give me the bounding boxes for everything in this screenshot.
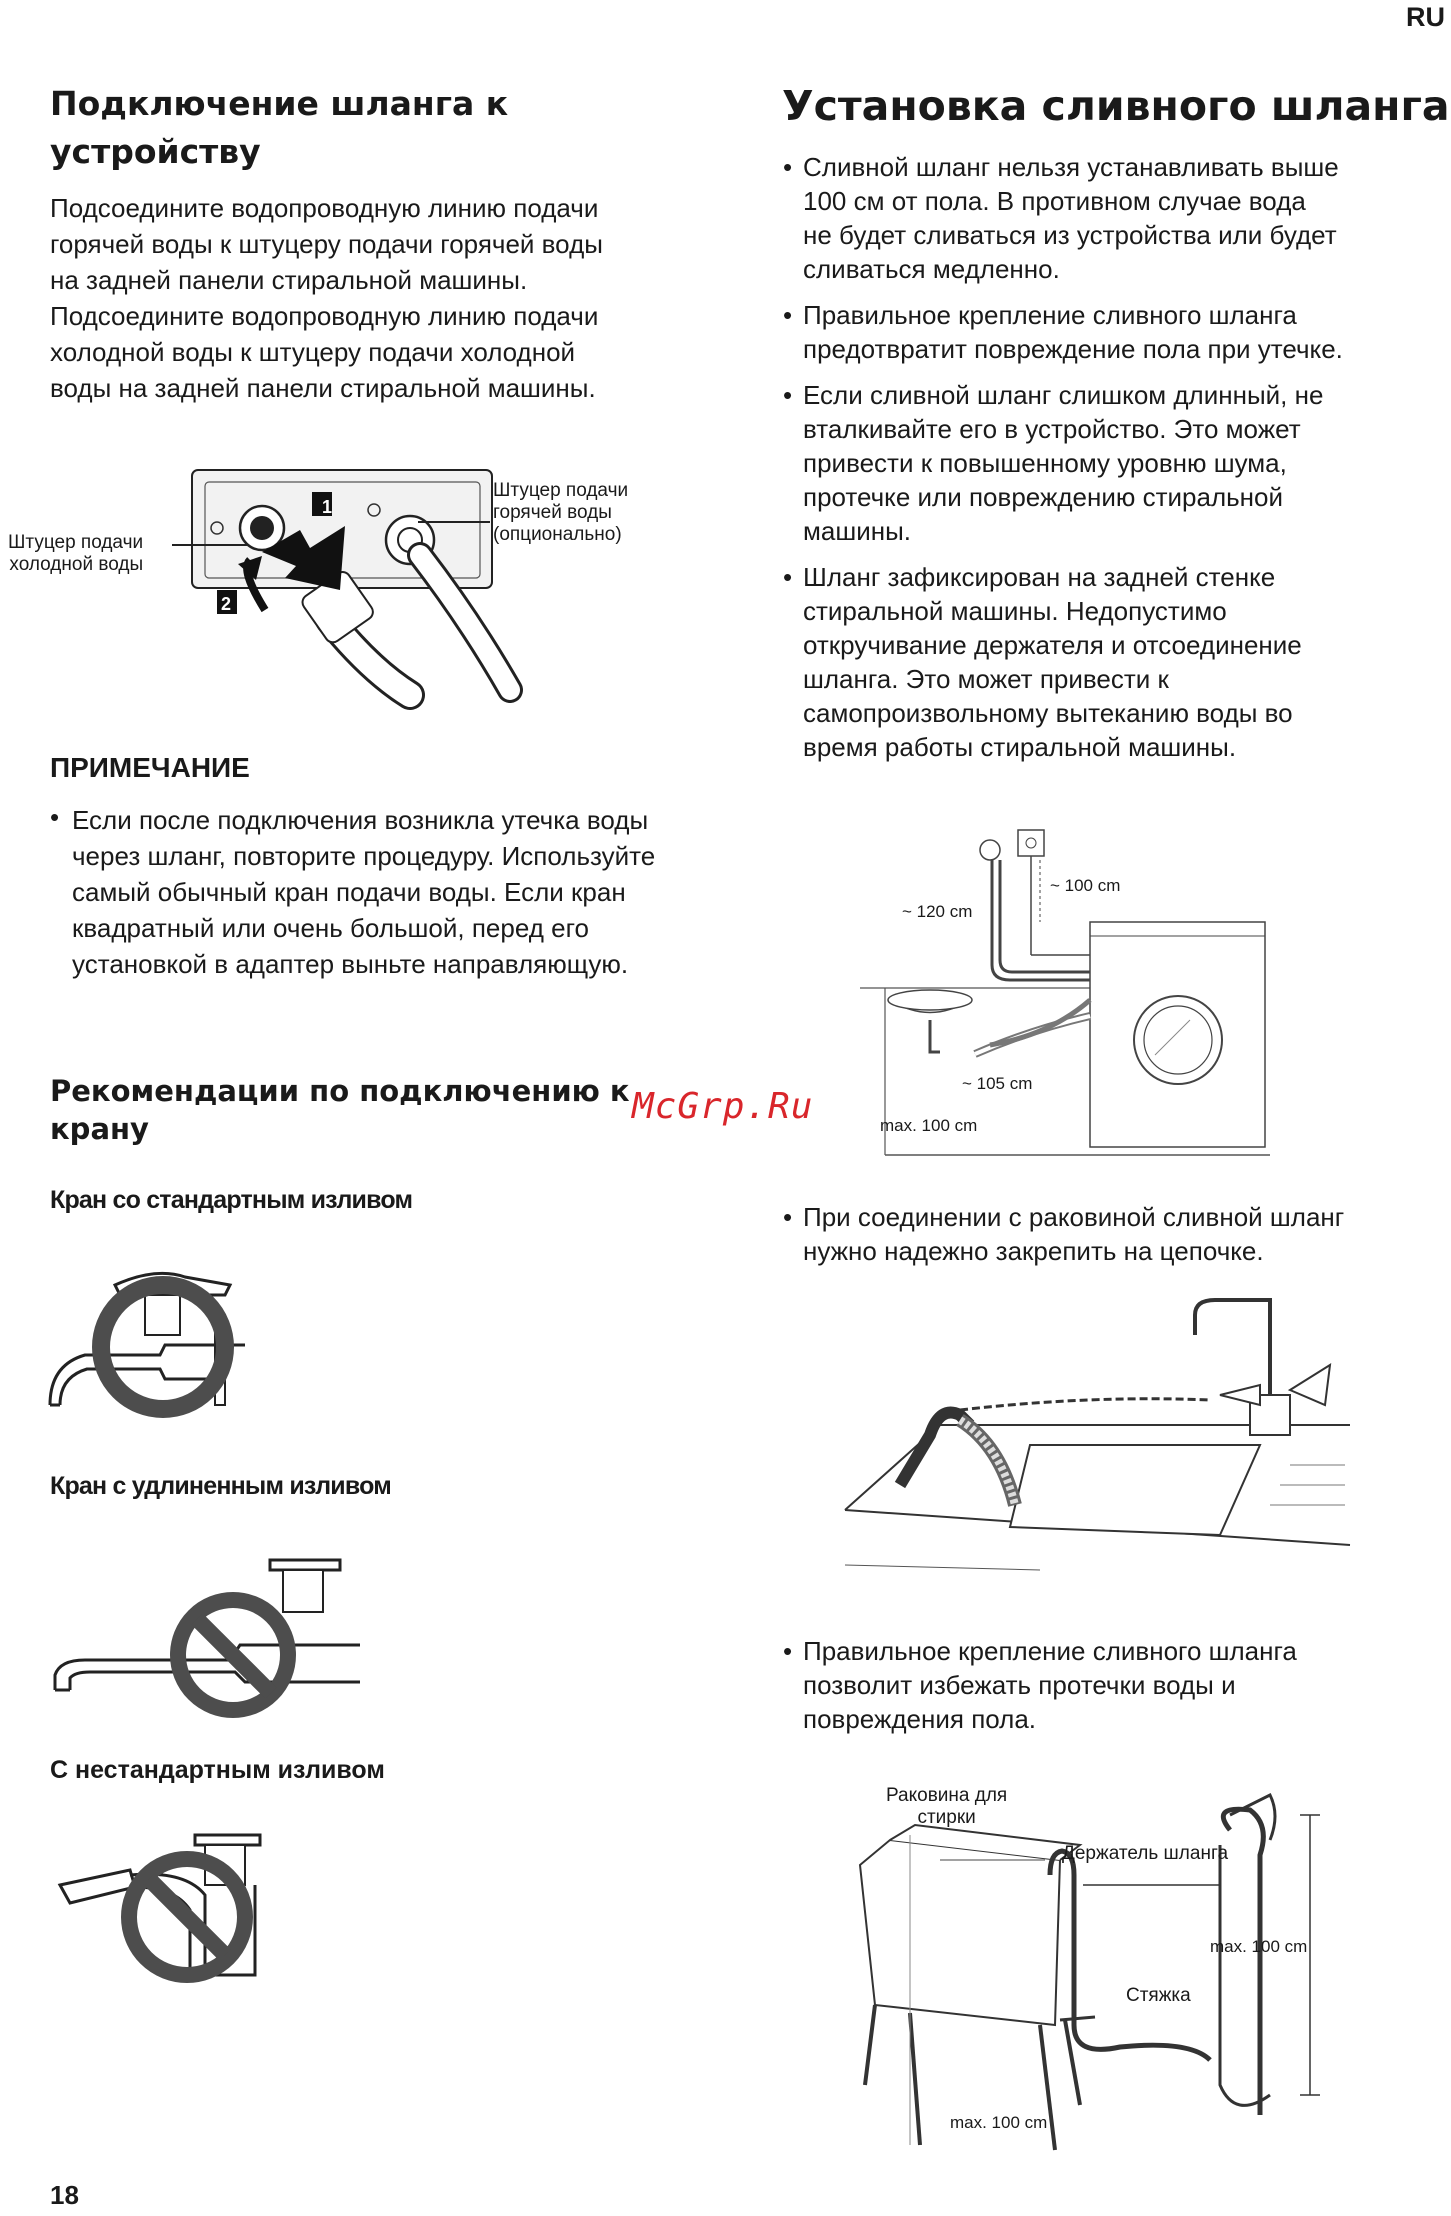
- bullet-line: • Правильное крепление сливного шланга: [803, 1636, 1297, 1666]
- bullet-line: • При соединении с раковиной сливной шланг: [803, 1202, 1345, 1232]
- step-2-badge: 2: [221, 594, 232, 614]
- sink-chain-illustration: [840, 1295, 1350, 1575]
- bullet-line: стиральной машины. Недопустимо: [803, 596, 1227, 626]
- bullet-item: [783, 1200, 1433, 1268]
- max-100cm-bottom-label: max. 100 cm: [950, 2113, 1048, 2132]
- text-line: воды на задней панели стиральной машины.: [50, 373, 596, 403]
- page-number: 18: [50, 2180, 79, 2210]
- bullet-line: нужно надежно закрепить на цепочке.: [803, 1236, 1264, 1266]
- laundry-tub-figure: [850, 1785, 1330, 2155]
- hose-connection-text: [50, 190, 690, 406]
- rec-title-line1: Рекомендации по подключению к: [50, 1074, 630, 1108]
- bullet-item: [783, 1634, 1433, 1736]
- tap-standard-title: Кран со стандартным изливом: [50, 1186, 413, 1214]
- note-line: установкой в адаптер выньте направляющую.: [72, 949, 629, 979]
- bullet-line: привести к повышенному уровню шума,: [803, 448, 1287, 478]
- max-100cm-right-label: max. 100 cm: [1210, 1937, 1308, 1956]
- label-line: Штуцер подачи: [493, 480, 629, 501]
- text-line: горячей воды к штуцеру подачи горячей воды: [50, 229, 603, 259]
- tap-recommendations-title: [50, 1072, 690, 1148]
- cold-water-label: [8, 532, 143, 576]
- hose-holder-label: Держатель шланга: [1062, 1843, 1229, 1864]
- drain-hose-title: Установка сливного шланга: [782, 82, 1450, 130]
- hose-connection-section: [50, 80, 690, 406]
- bullet-line: • Если сливной шланг слишком длинный, не: [803, 380, 1324, 410]
- chain-bullet: [783, 1200, 1433, 1280]
- label-100cm: ~ 100 cm: [1050, 876, 1121, 895]
- note-section: [50, 752, 730, 982]
- label-line: горячей воды: [493, 502, 612, 523]
- bullet-line: 100 см от пола. В противном случае вода: [803, 186, 1306, 216]
- text-line: Подсоедините водопроводную линию подачи: [50, 301, 599, 331]
- label-line: стирки: [917, 1807, 976, 1828]
- laundry-tub-illustration: [850, 1785, 1330, 2155]
- bullet-line: повреждения пола.: [803, 1704, 1037, 1734]
- bullet-line: • Шланг зафиксирован на задней стенке: [803, 562, 1276, 592]
- note-line: самый обычный кран подачи воды. Если кран: [72, 877, 626, 907]
- hot-water-label: [493, 480, 628, 546]
- bullet-line: не будет сливаться из устройства или будет: [803, 220, 1337, 250]
- text-line: на задней панели стиральной машины.: [50, 265, 528, 295]
- label-line: Раковина для: [886, 1785, 1008, 1806]
- bullet-line: протечке или повреждению стиральной: [803, 482, 1283, 512]
- note-line: квадратный или очень большой, перед его: [72, 913, 589, 943]
- note-bullet: [50, 802, 730, 982]
- label-line: Штуцер подачи: [8, 532, 144, 553]
- tap-standard-icon: [45, 1255, 245, 1425]
- bullet-line: шланга. Это может привести к: [803, 664, 1169, 694]
- tie-label: Стяжка: [1126, 1985, 1191, 2006]
- fix-bullet: [783, 1634, 1433, 1748]
- rec-title-line2: крану: [50, 1112, 149, 1146]
- bullet-line: время работы стиральной машины.: [803, 732, 1237, 762]
- hose-connection-title-line2: устройству: [50, 132, 261, 171]
- drain-height-illustration: [850, 820, 1280, 1160]
- bullet-line: откручивание держателя и отсоединение: [803, 630, 1302, 660]
- bullet-line: • Сливной шланг нельзя устанавливать выше: [803, 152, 1339, 182]
- bullet-line: машины.: [803, 516, 911, 546]
- hose-connection-figure: [0, 460, 680, 710]
- bullet-line: вталкивайте его в устройство. Это может: [803, 414, 1301, 444]
- text-line: холодной воды к штуцеру подачи холодной: [50, 337, 576, 367]
- drain-height-figure: [850, 820, 1280, 1160]
- bullet-item: [783, 298, 1433, 366]
- laundry-sink-label: [886, 1785, 1007, 1829]
- tap-extended-icon: [50, 1550, 370, 1700]
- tap-nonstandard-icon: [55, 1825, 275, 1985]
- hose-connection-title-line1: Подключение шланга к: [50, 84, 509, 123]
- note-line: через шланг, повторите процедуру. Используйте: [72, 841, 656, 871]
- note-line: Если после подключения возникла утечка воды: [72, 805, 649, 835]
- tap-extended-title: Кран с удлиненным изливом: [50, 1472, 391, 1500]
- label-105cm: ~ 105 cm: [962, 1074, 1033, 1093]
- bullet-line: предотвратит повреждение пола при утечке.: [803, 334, 1343, 364]
- language-code: RU: [1406, 2, 1445, 32]
- label-max-100cm: max. 100 cm: [880, 1116, 978, 1135]
- label-line: (опционально): [493, 524, 622, 545]
- watermark: McGrp.Ru: [632, 1086, 814, 1127]
- bullet-line: • Правильное крепление сливного шланга: [803, 300, 1297, 330]
- note-title: ПРИМЕЧАНИЕ: [50, 752, 250, 783]
- label-120cm: ~ 120 cm: [902, 902, 973, 921]
- bullet-dot: •: [50, 802, 60, 832]
- step-1-badge: 1: [322, 497, 333, 517]
- bullet-item: [783, 378, 1433, 548]
- label-line: холодной воды: [9, 554, 144, 575]
- bullet-item: [783, 560, 1433, 764]
- bullet-line: позволит избежать протечки воды и: [803, 1670, 1236, 1700]
- tap-nonstandard-title: С нестандартным изливом: [50, 1756, 385, 1784]
- bullet-line: самопроизвольному вытеканию воды во: [803, 698, 1293, 728]
- bullet-line: сливаться медленно.: [803, 254, 1060, 284]
- bullet-item: [783, 150, 1433, 286]
- text-line: Подсоедините водопроводную линию подачи: [50, 193, 599, 223]
- drain-hose-bullets: [783, 150, 1433, 776]
